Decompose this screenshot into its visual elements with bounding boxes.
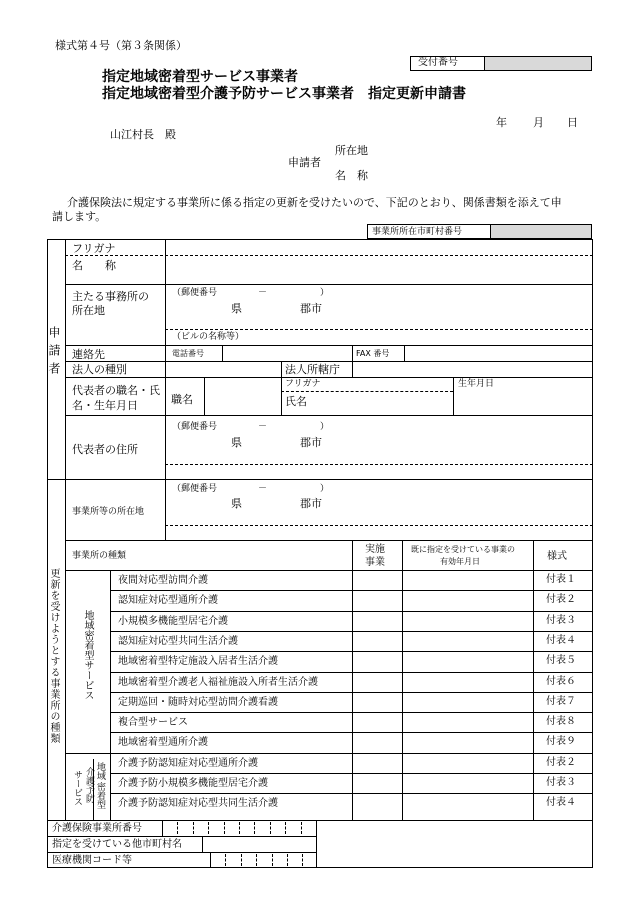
implemented-header-l1: 実施 [365, 544, 385, 555]
service-row-name: 地域密着型特定施設入居者生活介護 [118, 656, 278, 668]
office-postal-close: ） [320, 484, 330, 494]
corp-type-label: 法人の種別 [72, 363, 127, 376]
date-month: 月 [533, 116, 544, 129]
rep-furigana-label: フリガナ [285, 379, 321, 389]
prevention-group-l3: サービス [72, 770, 82, 806]
receipt-number-field[interactable] [485, 57, 591, 70]
digit-cell-divider [208, 822, 209, 834]
implemented-header-l2: 事業 [365, 557, 385, 568]
format-header: 様式 [547, 551, 567, 562]
service-row-form: 付表８ [546, 716, 576, 728]
receipt-number-label: 受付番号 [418, 57, 458, 68]
fax-label: FAX 番号 [356, 349, 390, 358]
service-row-name: 小規模多機能型居宅介護 [118, 615, 228, 627]
digit-cell-divider [241, 854, 242, 866]
rep-address-label: 代表者の住所 [72, 443, 138, 456]
digit-cell-divider [272, 854, 273, 866]
row-divider [110, 672, 593, 673]
office-postal-dash: － [258, 484, 268, 494]
row-divider [110, 692, 593, 693]
digit-cell-divider [254, 822, 255, 834]
prevention-group-l2: 介護予防 [84, 767, 94, 803]
rep-address-prefecture: 県 [231, 436, 242, 449]
service-row-form: 付表４ [546, 634, 576, 646]
prevention-row-form: 付表４ [546, 797, 576, 809]
furigana-label: フリガナ [72, 242, 116, 255]
group-divider [65, 753, 593, 754]
digit-cell-divider [239, 822, 240, 834]
rep-name-label: 氏名 [285, 395, 307, 408]
prevention-row-form: 付表３ [546, 777, 576, 788]
main-office-prefecture: 県 [231, 302, 242, 315]
rep-title-label: 職名 [171, 393, 193, 406]
digit-cell-divider [256, 854, 257, 866]
date-day: 日 [567, 116, 578, 129]
service-row-name: 認知症対応型共同生活介護 [118, 635, 238, 647]
rep-address-postal-dash: － [258, 422, 268, 432]
rep-address-postal: （郵便番号 [172, 422, 218, 432]
service-row-form: 付表２ [546, 594, 576, 606]
row-divider [110, 732, 593, 733]
office-prefecture: 県 [231, 497, 242, 510]
title-line1: 指定地域密着型サービス事業者 [102, 69, 298, 85]
municipality-code-field[interactable] [491, 225, 591, 238]
main-office-postal-dash: － [258, 288, 268, 298]
service-row-name: 定期巡回・随時対応型訪問介護看護 [118, 696, 278, 708]
main-office-county-city: 郡市 [300, 302, 322, 315]
service-row-form: 付表９ [546, 736, 576, 748]
insurance-number-label: 介護保険事業所番号 [52, 823, 142, 834]
service-side-label: 更新を受けようとする事業所の種類 [48, 568, 59, 744]
digit-cell-divider [177, 822, 178, 834]
intro-line2: 請します。 [52, 210, 107, 223]
main-office-label-l1: 主たる事務所の [72, 290, 149, 303]
name-label: 名 称 [72, 259, 116, 272]
medical-code-label: 医療機関コード等 [52, 855, 132, 866]
corp-authority-label: 法人所轄庁 [285, 363, 340, 376]
rep-label-l2: 名・生年月日 [72, 399, 138, 412]
rep-address-county-city: 郡市 [300, 436, 322, 449]
service-row-form: 付表１ [546, 574, 576, 585]
digit-cell-divider [285, 822, 286, 834]
prevention-group-l4: 密着型 [95, 782, 105, 809]
birth-date-label: 生年月日 [458, 379, 495, 389]
row-divider [110, 651, 593, 652]
title-line2: 指定地域密着型介護予防サービス事業者 指定更新申請書 [102, 86, 466, 102]
row-divider [110, 590, 593, 591]
service-row-name: 地域密着型介護老人福祉施設入所者生活介護 [118, 676, 318, 688]
applicant-location-label: 所在地 [335, 144, 368, 157]
digit-cell-divider [301, 822, 302, 834]
digit-cell-divider [224, 822, 225, 834]
other-municipality-label: 指定を受けている他市町村名 [52, 839, 182, 850]
municipality-code-label: 事業所所在市町村番号 [372, 227, 463, 237]
service-row-form: 付表３ [546, 614, 576, 626]
existing-header-l1: 既に指定を受けている事業の [411, 545, 515, 554]
date-year: 年 [496, 116, 507, 129]
service-row-form: 付表５ [546, 655, 576, 667]
building-label: （ビルの名称等） [172, 332, 245, 342]
digit-cell-divider [302, 854, 303, 866]
prevention-row-name: 介護予防認知症対応型通所介護 [118, 757, 258, 769]
main-office-label-l2: 所在地 [72, 304, 105, 317]
contact-label: 連絡先 [72, 348, 105, 361]
digit-cell-divider [287, 854, 288, 866]
service-row-form: 付表６ [546, 675, 576, 687]
digit-cell-divider [193, 822, 194, 834]
addressee: 山江村長 殿 [110, 128, 176, 141]
prevention-group-l1: 地域 [95, 762, 105, 780]
existing-header-l2: 有効年月日 [440, 557, 480, 566]
digit-cell-divider [225, 854, 226, 866]
row-divider [110, 631, 593, 632]
main-office-postal: （郵便番号 [172, 288, 218, 298]
main-office-postal-close: ） [320, 288, 330, 298]
row-divider [110, 712, 593, 713]
service-row-name: 夜間対応型訪問介護 [118, 575, 208, 586]
office-type-header: 事業所の種類 [72, 551, 127, 561]
service-row-name: 地域密着型通所介護 [118, 737, 208, 749]
applicant-side-label: 申請者 [47, 326, 61, 380]
row-divider [110, 793, 593, 794]
community-group-label: 地域密着型サービス [82, 610, 93, 700]
prevention-row-name: 介護予防小規模多機能型居宅介護 [118, 778, 268, 789]
digit-cell-divider [270, 822, 271, 834]
row-divider [110, 611, 593, 612]
service-row-name: 複合型サービス [118, 717, 188, 729]
rep-address-postal-close: ） [320, 422, 330, 432]
phone-label: 電話番号 [172, 349, 204, 358]
rep-label-l1: 代表者の職名・氏 [72, 384, 160, 397]
prevention-row-name: 介護予防認知症対応型共同生活介護 [118, 798, 278, 810]
office-county-city: 郡市 [300, 497, 322, 510]
service-row-form: 付表７ [546, 695, 576, 707]
applicant-name-label: 名 称 [335, 169, 368, 182]
intro-line1: 介護保険法に規定する事業所に係る指定の更新を受けたいので、下記のとおり、関係書類を添えて申 [67, 196, 562, 209]
form-number: 様式第４号（第３条関係） [55, 39, 187, 52]
applicant-heading: 申請者 [288, 156, 321, 169]
service-row-name: 認知症対応型通所介護 [118, 595, 218, 607]
office-location-label: 事業所等の所在地 [72, 507, 145, 517]
row-divider [110, 773, 593, 774]
office-postal: （郵便番号 [172, 484, 218, 494]
prevention-row-form: 付表２ [546, 756, 576, 768]
